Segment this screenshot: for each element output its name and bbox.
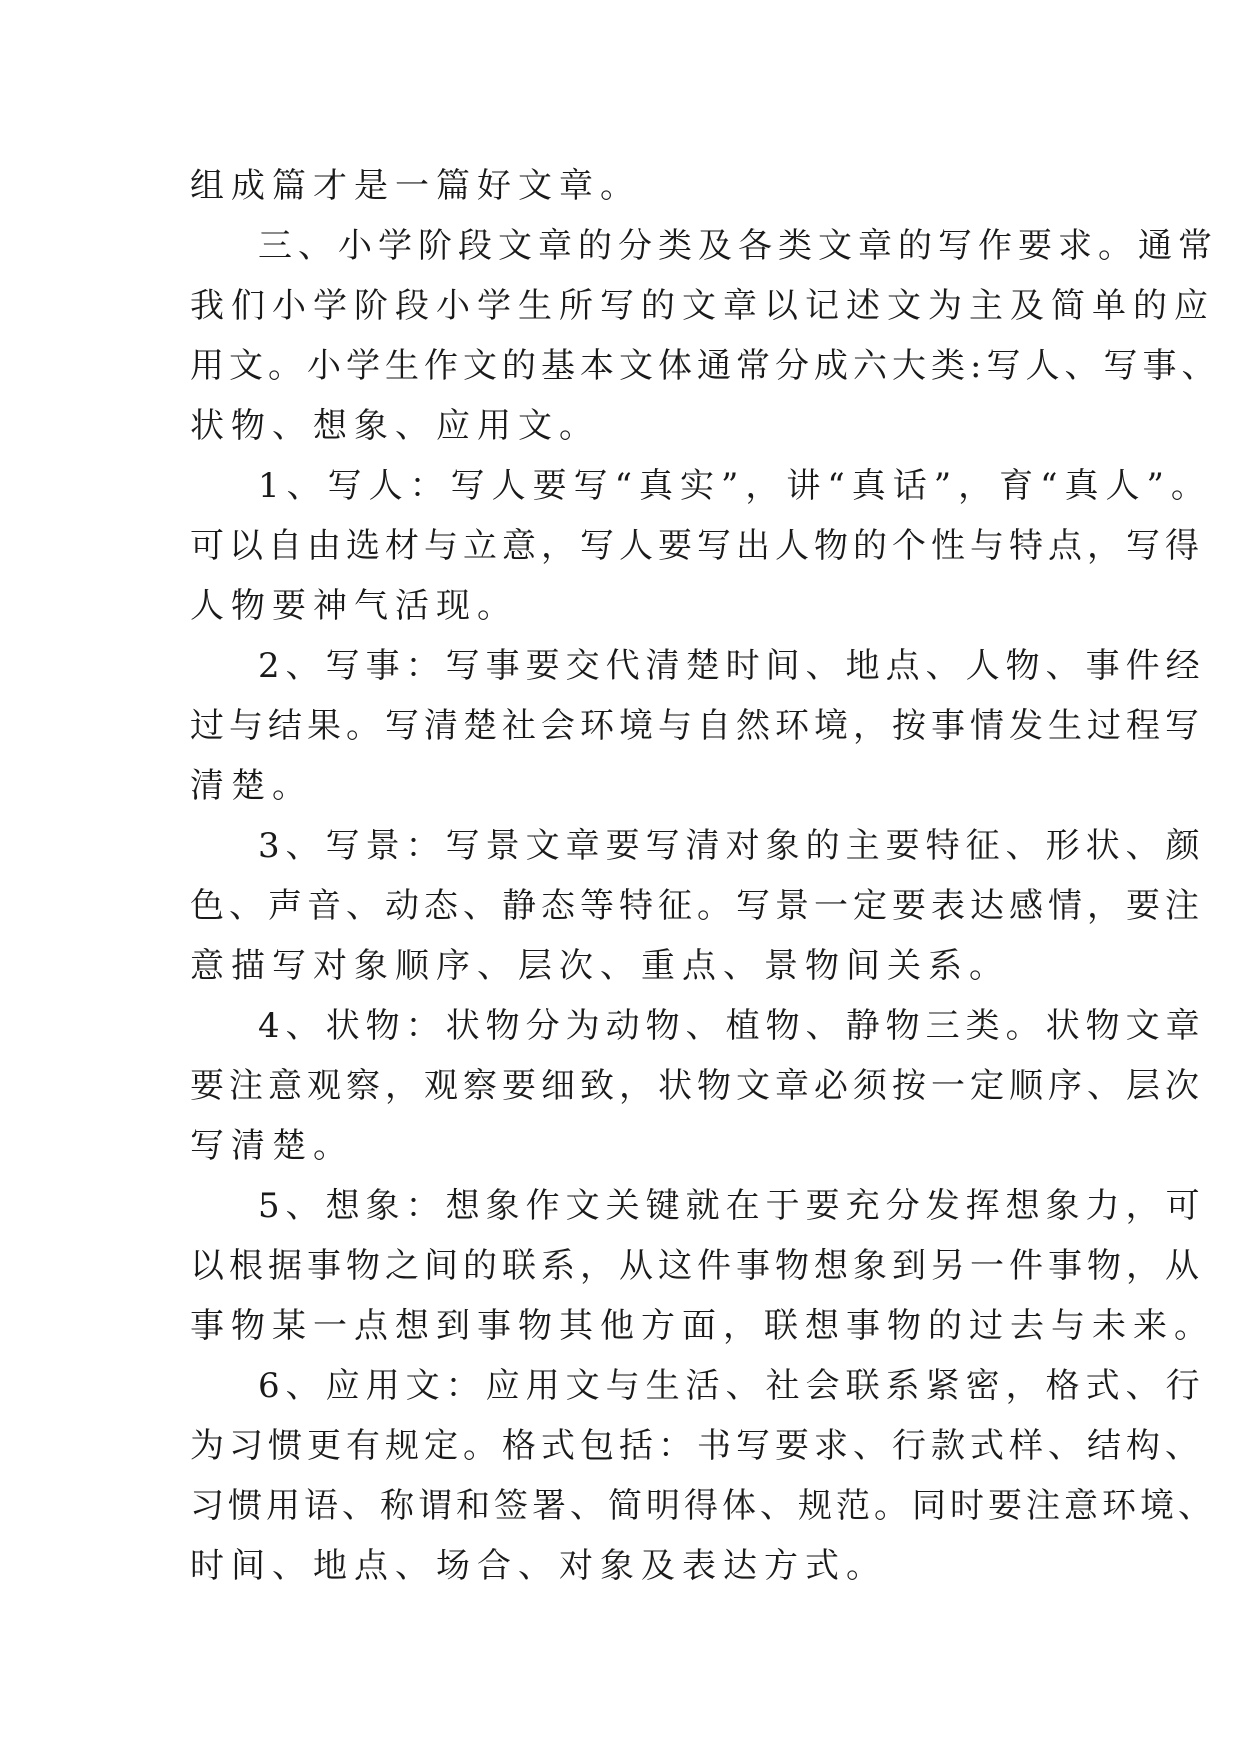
paragraph-first-line: 5、想象：想象作文关键就在于要充分发挥想象力，可 xyxy=(258,1186,1206,1226)
text-line: 我们小学阶段小学生所写的文章以记述文为主及简单的应 xyxy=(190,286,1215,326)
text-line: 事物某一点想到事物其他方面，联想事物的过去与未来。 xyxy=(190,1306,1215,1346)
text-line: 以根据事物之间的联系，从这件事物想象到另一件事物，从 xyxy=(190,1246,1204,1286)
text-line: 清楚。 xyxy=(190,766,313,806)
paragraph-first-line: 3、写景：写景文章要写清对象的主要特征、形状、颜 xyxy=(258,826,1206,866)
text-line: 组成篇才是一篇好文章。 xyxy=(190,166,641,206)
paragraph-first-line: 三、小学阶段文章的分类及各类文章的写作要求。通常 xyxy=(258,226,1218,266)
text-line: 为习惯更有规定。格式包括：书写要求、行款式样、结构、 xyxy=(190,1426,1204,1466)
paragraph-first-line: 2、写事：写事要交代清楚时间、地点、人物、事件经 xyxy=(258,646,1206,686)
text-line: 色、声音、动态、静态等特征。写景一定要表达感情，要注 xyxy=(190,886,1204,926)
text-line: 人物要神气活现。 xyxy=(190,586,518,626)
paragraph-first-line: 1、写人：写人要写“真实”，讲“真话”，育“真人”。 xyxy=(258,466,1212,506)
paragraph-first-line: 6、应用文：应用文与生活、社会联系紧密，格式、行 xyxy=(258,1366,1206,1406)
text-line: 意描写对象顺序、层次、重点、景物间关系。 xyxy=(190,946,1010,986)
text-line: 时间、地点、场合、对象及表达方式。 xyxy=(190,1546,887,1586)
text-line: 写清楚。 xyxy=(190,1126,354,1166)
text-line: 过与结果。写清楚社会环境与自然环境，按事情发生过程写 xyxy=(190,706,1204,746)
text-line: 用文。小学生作文的基本文体通常分成六大类:写人、写事、 xyxy=(190,346,1221,386)
paragraph-first-line: 4、状物：状物分为动物、植物、静物三类。状物文章 xyxy=(258,1006,1206,1046)
text-line: 可以自由选材与立意，写人要写出人物的个性与特点，写得 xyxy=(190,526,1204,566)
text-line: 要注意观察，观察要细致，状物文章必须按一定顺序、层次 xyxy=(190,1066,1204,1106)
text-line: 状物、想象、应用文。 xyxy=(190,406,600,446)
text-line: 习惯用语、称谓和签署、简明得体、规范。同时要注意环境、 xyxy=(190,1486,1216,1526)
